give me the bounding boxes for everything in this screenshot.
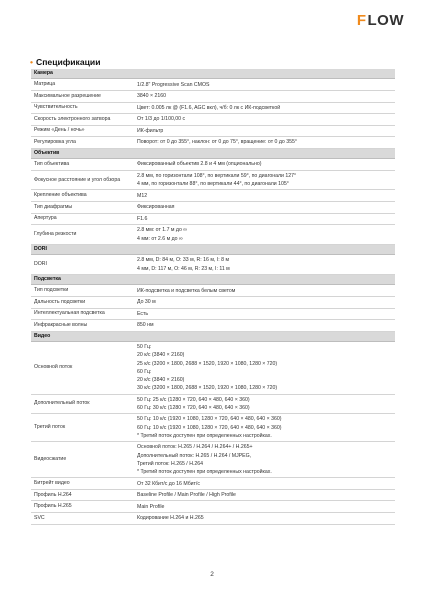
- spec-key: Тип подсветки: [31, 285, 134, 297]
- spec-value: [134, 489, 395, 501]
- spec-value: [134, 159, 395, 171]
- spec-row: [31, 90, 395, 102]
- spec-value: [134, 414, 395, 442]
- section-title: Объектив: [31, 148, 395, 158]
- spec-value: [134, 513, 395, 525]
- spec-key: Чувствительность: [31, 102, 134, 114]
- spec-value-line: 60 Гц: 10 к/с (1920 × 1080, 1280 × 720, 640 × 480, 640 × 360): [137, 424, 282, 431]
- spec-key: Матрица: [31, 79, 134, 91]
- section-header: [31, 148, 395, 158]
- spec-value-line: F1.6: [137, 215, 148, 222]
- spec-value: [134, 296, 395, 308]
- bullet-icon: •: [30, 57, 34, 67]
- spec-value: [134, 125, 395, 137]
- spec-key: Максимальное разрешение: [31, 90, 134, 102]
- spec-row: [31, 137, 395, 149]
- page-title-text: Спецификации: [36, 57, 101, 67]
- spec-key: Апертура: [31, 213, 134, 225]
- spec-value: [134, 285, 395, 297]
- section-title: DORI: [31, 244, 395, 254]
- spec-value: [134, 102, 395, 114]
- spec-key: Регулировка угла: [31, 137, 134, 149]
- spec-row: [31, 114, 395, 126]
- spec-value-line: Есть: [137, 310, 149, 317]
- spec-row: [31, 342, 395, 395]
- spec-value-line: Цвет: 0.005 лк @ (F1.6, AGC вкл), ч/б: 0 лк с ИК-подсветкой: [137, 104, 281, 111]
- spec-value: [134, 320, 395, 332]
- spec-row: [31, 296, 395, 308]
- spec-value-line: 2.8 мм, по горизонтали 108°, по вертикали 59°, по диагонали 127°: [137, 172, 297, 179]
- spec-key: Битрейт видео: [31, 478, 134, 490]
- section-title: Подсветка: [31, 275, 395, 285]
- spec-value: [134, 190, 395, 202]
- spec-row: [31, 225, 395, 245]
- spec-value: [134, 255, 395, 275]
- section-header: [31, 331, 395, 341]
- spec-row: [31, 190, 395, 202]
- spec-key: Интеллектуальная подсветка: [31, 308, 134, 320]
- spec-row: [31, 255, 395, 275]
- spec-value-line: 30 к/с (3200 × 1800, 2688 × 1520, 1920 × 1080, 1280 × 720): [137, 385, 278, 392]
- spec-value-line: 50 Гц: 10 к/с (1920 × 1080, 1280 × 720, 640 × 480, 640 × 360): [137, 416, 282, 423]
- spec-value-line: 1/2.8" Progressive Scan CMOS: [137, 81, 210, 88]
- spec-value-line: Основной поток: H.265 / H.264 / H.264+ / H.265+: [137, 444, 253, 451]
- spec-key: Крепление объектива: [31, 190, 134, 202]
- spec-key: DORI: [31, 255, 134, 275]
- spec-row: [31, 478, 395, 490]
- spec-value-line: 4 мм, D: 117 м, O: 46 м, R: 23 м, I: 11 м: [137, 265, 230, 272]
- spec-value: [134, 114, 395, 126]
- spec-value-line: 4 мм, по горизонтали 88°, по вертикали 44°, по диагонали 105°: [137, 181, 289, 188]
- section-title: Камера: [31, 69, 395, 79]
- spec-key: Профиль H.264: [31, 489, 134, 501]
- spec-value-line: 850 нм: [137, 322, 154, 329]
- spec-value: [134, 442, 395, 478]
- spec-value-line: ИК-фильтр: [137, 127, 164, 134]
- spec-value: [134, 90, 395, 102]
- spec-key: Тип объектива: [31, 159, 134, 171]
- section-header: [31, 69, 395, 79]
- spec-value-line: Baseline Profile / Main Profile / High Profile: [137, 492, 236, 499]
- spec-value-line: 3840 × 2160: [137, 93, 166, 100]
- spec-table: [31, 69, 395, 525]
- spec-row: [31, 102, 395, 114]
- page-title: [30, 57, 101, 67]
- spec-value-line: * Третий поток доступен при определенных настройках.: [137, 432, 272, 439]
- spec-row: [31, 125, 395, 137]
- spec-row: [31, 213, 395, 225]
- spec-row: [31, 202, 395, 214]
- spec-value-line: M12: [137, 192, 148, 199]
- spec-value-line: До 30 м: [137, 299, 156, 306]
- spec-value: [134, 202, 395, 214]
- spec-key: Видеосжатие: [31, 442, 134, 478]
- spec-key: Профиль H.265: [31, 501, 134, 513]
- spec-value-line: 60 Гц: 30 к/с (1280 × 720, 640 × 480, 640 × 360): [137, 404, 250, 411]
- spec-value-line: 25 к/с (3200 × 1800, 2688 × 1520, 1920 × 1080, 1280 × 720): [137, 360, 278, 367]
- spec-key: SVC: [31, 513, 134, 525]
- spec-value-line: Фиксированная: [137, 204, 175, 211]
- spec-key: Дополнительный поток: [31, 394, 134, 414]
- spec-value: [134, 79, 395, 91]
- logo-text: LOW: [367, 12, 404, 29]
- spec-key: Режим «День / ночь»: [31, 125, 134, 137]
- spec-value-line: 4 мм: от 2.6 м до ∞: [137, 235, 183, 242]
- page-number: 2: [210, 571, 214, 578]
- spec-value-line: Фиксированный объектив 2.8 и 4 мм (опционально): [137, 161, 262, 168]
- spec-key: Фокусное расстояние и угол обзора: [31, 170, 134, 190]
- spec-key: Основной поток: [31, 342, 134, 395]
- spec-value: [134, 478, 395, 490]
- spec-value-line: Кодирование H.264 и H.265: [137, 515, 204, 522]
- spec-value: [134, 137, 395, 149]
- spec-value-line: Третий поток: H.265 / H.264: [137, 460, 204, 467]
- spec-row: [31, 285, 395, 297]
- spec-value-line: 50 Гц:: [137, 344, 152, 351]
- spec-value-line: ИК-подсветка и подсветка белым светом: [137, 287, 236, 294]
- spec-key: Глубина резкости: [31, 225, 134, 245]
- spec-value-line: 50 Гц: 25 к/с (1280 × 720, 640 × 480, 640 × 360): [137, 396, 250, 403]
- spec-value-line: Поворот: от 0 до 355°, наклон: от 0 до 75°, вращение: от 0 до 355°: [137, 139, 297, 146]
- spec-key: Тип диафрагмы: [31, 202, 134, 214]
- spec-value-line: * Третий поток доступен при определенных настройках.: [137, 468, 272, 475]
- spec-value: [134, 308, 395, 320]
- spec-value-line: 20 к/с (3840 × 2160): [137, 376, 185, 383]
- spec-value-line: 20 к/с (3840 × 2160): [137, 352, 185, 359]
- spec-row: [31, 159, 395, 171]
- spec-key: Третий поток: [31, 414, 134, 442]
- spec-row: [31, 79, 395, 91]
- spec-row: [31, 442, 395, 478]
- brand-logo: [357, 12, 404, 29]
- spec-value-line: От 1/3 до 1/100,00 с: [137, 116, 186, 123]
- spec-value: [134, 394, 395, 414]
- section-title: Видео: [31, 331, 395, 341]
- spec-value: [134, 225, 395, 245]
- spec-row: [31, 320, 395, 332]
- logo-mark: F: [356, 12, 367, 29]
- spec-value: [134, 501, 395, 513]
- spec-row: [31, 501, 395, 513]
- spec-value: [134, 342, 395, 395]
- spec-value-line: Main Profile: [137, 503, 165, 510]
- spec-row: [31, 414, 395, 442]
- spec-value-line: От 32 Кбит/с до 16 Мбит/с: [137, 480, 200, 487]
- spec-value-line: 2.8 мм: от 1.7 м до ∞: [137, 227, 187, 234]
- spec-value: [134, 170, 395, 190]
- spec-key: Инфракрасные волны: [31, 320, 134, 332]
- section-header: [31, 275, 395, 285]
- spec-row: [31, 489, 395, 501]
- spec-row: [31, 170, 395, 190]
- spec-value-line: Дополнительный поток: H.265 / H.264 / MJPEG,: [137, 452, 252, 459]
- spec-row: [31, 394, 395, 414]
- spec-row: [31, 308, 395, 320]
- spec-value-line: 60 Гц:: [137, 368, 152, 375]
- spec-key: Скорость электронного затвора: [31, 114, 134, 126]
- spec-key: Дальность подсветки: [31, 296, 134, 308]
- spec-row: [31, 513, 395, 525]
- spec-value-line: 2.8 мм, D: 84 м, O: 33 м, R: 16 м, I: 8 м: [137, 257, 230, 264]
- section-header: [31, 244, 395, 254]
- spec-value: [134, 213, 395, 225]
